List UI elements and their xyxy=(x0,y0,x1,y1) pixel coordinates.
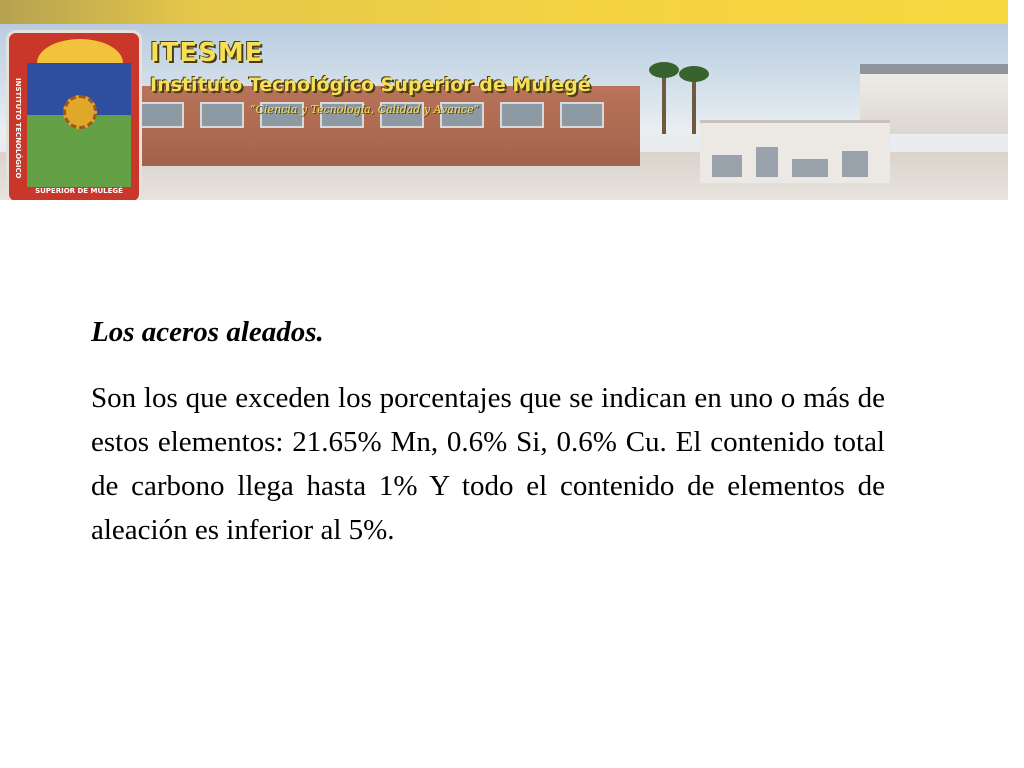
building-window xyxy=(200,102,244,128)
institute-name: Instituto Tecnológico Superior de Mulegé xyxy=(150,74,591,96)
slide-content xyxy=(91,312,885,552)
institute-motto: “Ciencia y Tecnología, Calidad y Avance” xyxy=(250,103,480,116)
header-banner xyxy=(0,24,1008,200)
institute-logo xyxy=(6,30,142,200)
palm-tree-trunk xyxy=(692,76,696,134)
logo-side-text: INSTITUTO TECNOLÓGICO xyxy=(14,77,22,179)
banner-lab-photo xyxy=(700,120,890,183)
building-window xyxy=(500,102,544,128)
slide-title: Los aceros aleados. xyxy=(91,316,324,348)
palm-tree-trunk xyxy=(662,72,666,134)
palm-tree-top xyxy=(679,66,709,82)
slide-body-text: Son los que exceden los porcentajes que se indican en uno o más de estos elementos: 21.65% Mn, 0.6% Si, 0.6% Cu. El contenido total de carbono llega hasta 1% Y todo el contenido de elementos de aleación es inferior al 5%. xyxy=(91,382,885,546)
lab-equipment xyxy=(792,159,828,177)
lab-equipment xyxy=(756,147,778,177)
palm-tree-top xyxy=(649,62,679,78)
building-window xyxy=(140,102,184,128)
institute-acronym: ITESME xyxy=(150,38,264,68)
logo-bottom-text: SUPERIOR DE MULEGÉ xyxy=(35,187,123,195)
house-roof xyxy=(860,64,1008,74)
banner-building xyxy=(120,86,640,166)
building-window xyxy=(560,102,604,128)
lab-equipment xyxy=(842,151,868,177)
top-accent-bar xyxy=(0,0,1008,24)
logo-gear-icon xyxy=(63,95,97,129)
lab-equipment xyxy=(712,155,742,177)
